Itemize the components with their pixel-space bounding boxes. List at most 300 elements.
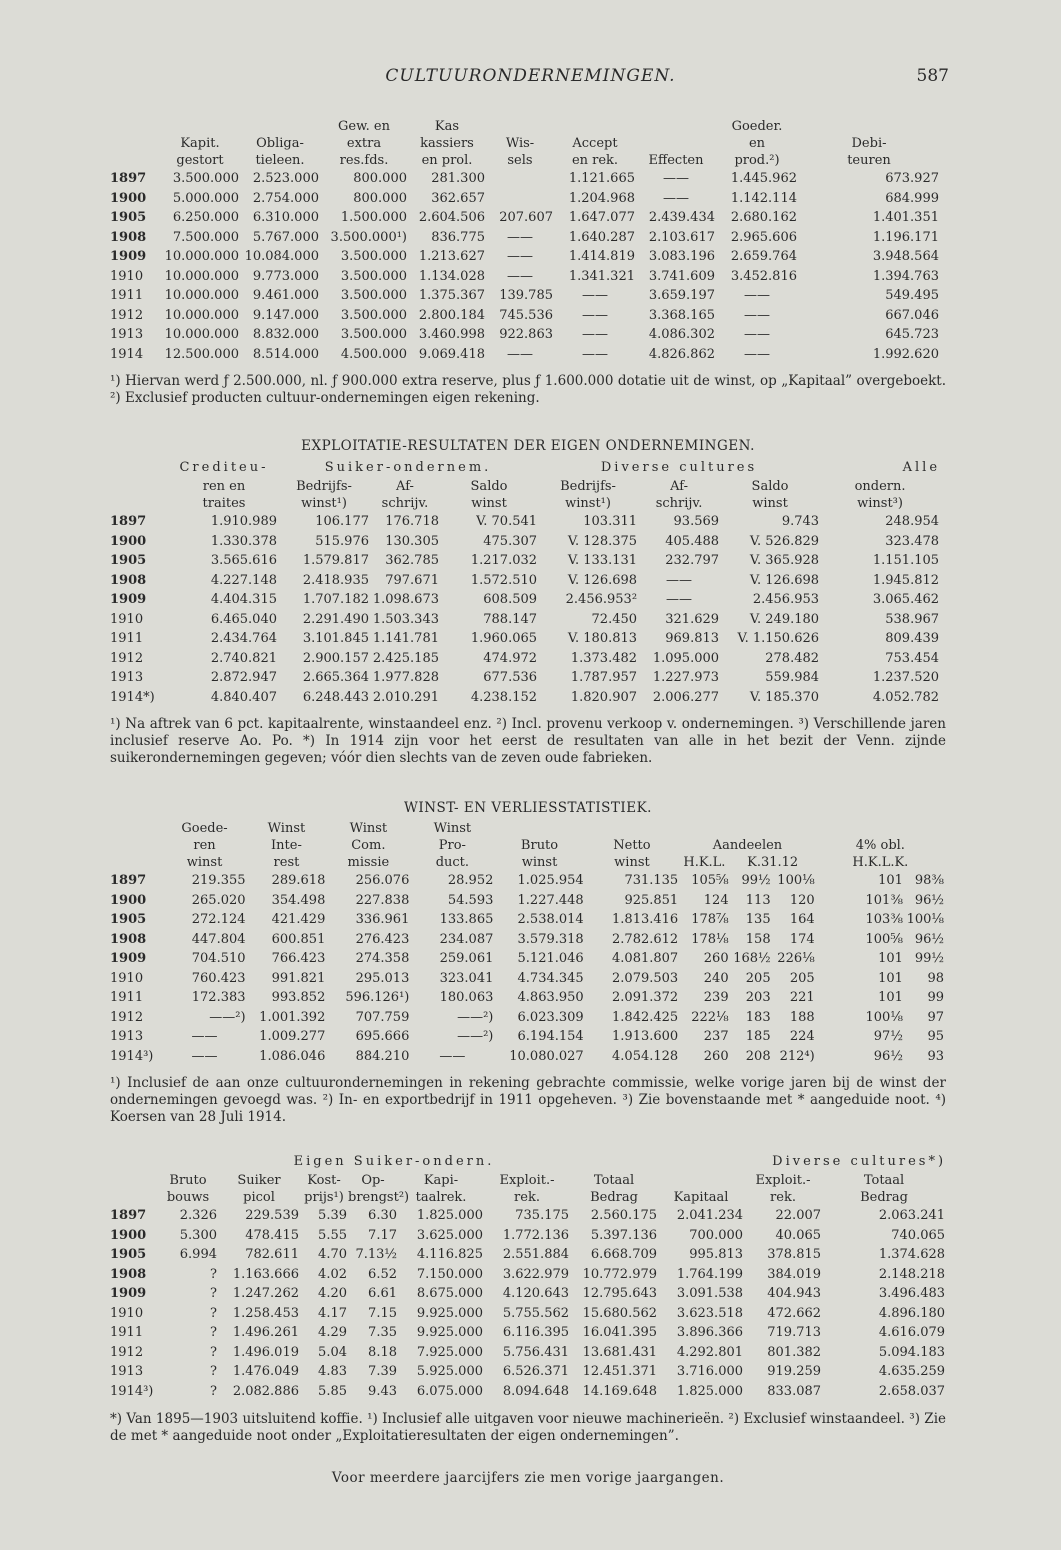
value-cell: 2.872.947	[210, 670, 277, 685]
value-cell: 4.826.862	[648, 346, 715, 362]
value-cell: 1.445.962	[730, 171, 797, 186]
value-cell: 1.098.673	[372, 592, 439, 607]
value-cell: 100⅛	[906, 912, 944, 927]
year-cell: 1911	[110, 1325, 144, 1340]
column-header	[110, 152, 160, 169]
table-row	[110, 1008, 945, 1028]
value-cell: 354.498	[271, 892, 326, 908]
column-header	[636, 135, 716, 152]
value-cell: 735.175	[515, 1208, 570, 1223]
value-cell: 384.019	[767, 1266, 822, 1282]
value-cell: 1.500.000	[340, 210, 407, 225]
value-cell: 6.52	[368, 1266, 397, 1282]
year-cell: 1910	[110, 970, 144, 986]
table-row	[110, 1382, 946, 1402]
value-cell: 4.17	[318, 1305, 347, 1321]
column-header	[240, 118, 320, 135]
value-cell: 14.169.648	[582, 1383, 658, 1399]
column-header: extra	[346, 136, 382, 151]
value-cell: 1.647.077	[568, 210, 635, 225]
value-cell: 133.865	[439, 912, 494, 927]
value-cell: 8.675.000	[416, 1286, 483, 1301]
value-cell: 3.948.564	[872, 249, 939, 264]
value-cell: 478.415	[245, 1227, 299, 1243]
value-cell: 404.943	[767, 1286, 822, 1301]
value-cell: 3.500.000	[340, 268, 407, 284]
column-header: Winst	[267, 821, 306, 836]
value-cell: 1.394.763	[872, 268, 939, 284]
value-cell: 124	[703, 892, 729, 908]
value-cell: 3.500.000	[340, 327, 407, 342]
value-cell: 800.000	[353, 171, 407, 186]
column-header: Accept	[572, 136, 618, 151]
value-cell: 1.945.812	[872, 572, 940, 588]
year-cell: 1900	[110, 533, 147, 549]
value-cell: 5.300	[179, 1227, 217, 1243]
value-cell: 4.238.152	[470, 689, 538, 705]
value-cell: 5.000.000	[172, 190, 239, 206]
value-cell: 9.925.000	[416, 1305, 483, 1321]
year-cell: 1911	[110, 631, 144, 646]
value-cell: 405.488	[665, 533, 720, 549]
value-cell: 1.414.819	[568, 249, 635, 264]
value-cell: 2.900.157	[302, 650, 369, 666]
value-cell: 272.124	[191, 912, 246, 927]
column-header	[494, 820, 584, 837]
column-header: rest	[273, 855, 300, 870]
value-cell: ——²)	[457, 1029, 494, 1044]
value-cell: 219.355	[191, 873, 246, 888]
value-cell: 753.454	[885, 650, 940, 666]
group-header-cell	[110, 1152, 218, 1172]
column-header: Saldo	[751, 479, 789, 494]
value-cell: 295.013	[355, 970, 410, 986]
profit-loss-caption: WINST- EN VERLIESSTATISTIEK.	[404, 800, 652, 816]
group-header-cell	[110, 458, 170, 478]
value-cell: 1.001.392	[259, 1009, 326, 1025]
value-cell: 3.565.616	[210, 553, 277, 568]
value-cell: ——	[582, 327, 608, 342]
value-cell: 3.500.000	[340, 307, 407, 323]
value-cell: 172.383	[191, 990, 246, 1005]
value-cell: 1.476.049	[232, 1364, 299, 1379]
table-row	[110, 949, 945, 969]
value-cell: 289.618	[271, 873, 326, 888]
year-cell: 1909	[110, 1286, 147, 1301]
value-cell: ——	[663, 171, 689, 186]
value-cell: 212⁴)	[779, 1048, 815, 1064]
value-cell: 6.994	[179, 1247, 217, 1262]
value-cell: 256.076	[355, 873, 410, 888]
year-cell: 1908	[110, 572, 147, 588]
value-cell: 3.101.845	[302, 631, 369, 646]
value-cell: 7.925.000	[416, 1344, 483, 1360]
value-cell: 2.063.241	[878, 1208, 946, 1223]
footnote-exploitation: ¹) Na aftrek van 6 pct. kapitaalrente, winstaandeel enz. ²) Incl. provenu verkoop v. ondernemingen. ³) Verschillende jaren inclusief reserve Ao. Po. *) In 1914 zijn voor het eerst de resultaten van alle in het bezit der Venn. zijnde suikerondernemingen gegeven; vóór dien slechts van de zeven oude fabrieken.	[110, 716, 946, 766]
value-cell: 5.755.562	[502, 1305, 570, 1321]
column-header: en rek.	[571, 153, 619, 168]
column-header: Com.	[351, 838, 386, 853]
value-cell: ——	[507, 268, 533, 284]
value-cell: 240	[703, 970, 729, 986]
value-cell: ——²)	[209, 1009, 246, 1025]
value-cell: 700.000	[689, 1227, 744, 1243]
value-cell: 5.397.136	[590, 1227, 658, 1243]
value-cell: 1.764.199	[676, 1266, 744, 1282]
value-cell: 1.227.973	[652, 670, 720, 685]
column-header: schrijv.	[381, 496, 429, 511]
year-cell: 1909	[110, 249, 147, 264]
value-cell: 180.063	[439, 990, 494, 1005]
value-cell: 1.401.351	[872, 210, 939, 225]
value-cell: 3.716.000	[676, 1364, 744, 1379]
footer-line: Voor meerdere jaarcijfers zie men vorige jaargangen.	[331, 1470, 725, 1486]
year-cell: 1910	[110, 1305, 144, 1321]
running-title: CULTUURONDERNEMINGEN.	[385, 66, 676, 86]
value-cell: 677.536	[483, 670, 538, 685]
table-row	[110, 247, 940, 267]
value-cell: 925.851	[624, 892, 679, 908]
table-row	[110, 688, 940, 708]
value-cell: 8.514.000	[252, 346, 319, 362]
value-cell: 164	[789, 912, 815, 927]
value-cell: 3.368.165	[648, 307, 715, 323]
value-cell: 4.635.259	[878, 1364, 946, 1379]
year-cell: 1912	[110, 1009, 144, 1025]
value-cell: 260	[703, 951, 729, 966]
column-header	[110, 135, 160, 152]
value-cell: 54.593	[447, 892, 494, 908]
value-cell: 183	[745, 1009, 771, 1025]
value-cell: 667.046	[885, 307, 939, 323]
table-row	[110, 1206, 946, 1226]
column-header: en prol.	[421, 153, 473, 168]
value-cell: 10.000.000	[164, 307, 239, 323]
value-cell: 362.657	[431, 190, 485, 206]
group-header-row	[110, 458, 940, 478]
value-cell: 1.134.028	[418, 268, 485, 284]
value-cell: 1.707.182	[302, 592, 369, 607]
column-header: Af-	[670, 479, 688, 494]
column-header: winst¹)	[301, 496, 347, 511]
value-cell: ——	[666, 572, 693, 588]
value-cell: 276.423	[355, 931, 410, 947]
exploitation-caption: EXPLOITATIE-RESULTATEN DER EIGEN ONDERNEMINGEN.	[301, 438, 755, 454]
value-cell: 7.15	[368, 1305, 397, 1321]
value-cell: 684.999	[885, 190, 939, 206]
year-cell: 1914³)	[110, 1048, 154, 1064]
value-cell: 9.773.000	[252, 268, 319, 284]
value-cell: V. 126.698	[567, 572, 638, 588]
value-cell: 5.121.046	[517, 951, 584, 966]
value-cell: 9.147.000	[252, 307, 319, 323]
value-cell: V. 70.541	[476, 514, 538, 529]
column-header	[110, 854, 163, 871]
table-row	[110, 1323, 946, 1343]
value-cell: 205	[745, 970, 771, 986]
column-header: Kapit.	[180, 136, 220, 151]
table-row	[110, 1047, 945, 1067]
value-cell: 4.116.825	[416, 1247, 483, 1262]
table-row	[110, 1226, 946, 1246]
value-cell: 176.718	[385, 514, 439, 529]
header-row	[110, 837, 945, 854]
column-header: Exploit.-	[755, 1173, 811, 1188]
value-cell: 99½	[741, 873, 771, 888]
value-cell: 278.482	[765, 650, 820, 666]
table-row	[110, 910, 945, 930]
column-header	[110, 837, 163, 854]
table-row	[110, 610, 940, 630]
value-cell: 704.510	[191, 951, 246, 966]
value-cell: 265.020	[191, 892, 246, 908]
value-cell: 281.300	[431, 171, 485, 186]
value-cell: 1.217.032	[470, 553, 538, 568]
year-cell: 1900	[110, 190, 147, 206]
value-cell: 991.821	[271, 970, 326, 986]
value-cell: ——	[744, 307, 770, 323]
column-header	[904, 820, 945, 837]
value-cell: 72.450	[591, 611, 638, 627]
value-cell: 40.065	[775, 1227, 822, 1243]
value-cell: 1.025.954	[517, 873, 584, 888]
value-cell: 12.500.000	[164, 346, 239, 362]
value-cell: 2.041.234	[676, 1208, 744, 1223]
column-header: Af-	[396, 479, 414, 494]
value-cell: 185	[745, 1029, 771, 1044]
value-cell: 4.404.315	[210, 592, 277, 607]
value-cell: V. 526.829	[749, 533, 820, 549]
value-cell: 919.259	[767, 1364, 822, 1379]
column-header	[110, 820, 163, 837]
year-cell: 1908	[110, 1266, 147, 1282]
value-cell: 3.500.000	[340, 288, 407, 303]
column-header: duct.	[435, 855, 470, 870]
table-row	[110, 306, 940, 326]
table-row	[110, 668, 940, 688]
value-cell: 2.326	[179, 1208, 217, 1223]
value-cell: 5.925.000	[416, 1364, 483, 1379]
value-cell: 4.896.180	[878, 1305, 946, 1321]
year-cell: 1909	[110, 592, 147, 607]
value-cell: 101	[878, 970, 903, 986]
table-row	[110, 512, 940, 532]
group-header-cell: Suiker-ondernem.	[324, 460, 492, 475]
column-header: Exploit.-	[499, 1173, 555, 1188]
value-cell: 2.560.175	[590, 1208, 658, 1223]
value-cell: 6.526.371	[502, 1364, 570, 1379]
value-cell: V. 180.813	[567, 631, 638, 646]
value-cell: 10.000.000	[164, 327, 239, 342]
value-cell: 321.629	[665, 611, 720, 627]
value-cell: 475.307	[483, 533, 538, 549]
year-cell: 1900	[110, 1227, 147, 1243]
column-header	[798, 118, 940, 135]
value-cell: 237	[703, 1029, 729, 1044]
value-cell: 3.625.000	[416, 1227, 483, 1243]
value-cell: 4.70	[318, 1247, 347, 1262]
value-cell: V. 249.180	[749, 611, 820, 627]
value-cell: 884.210	[355, 1048, 410, 1064]
column-header	[110, 1189, 158, 1206]
value-cell: 4.120.643	[502, 1286, 570, 1301]
value-cell: 9.925.000	[416, 1325, 483, 1340]
value-cell: 2.965.606	[730, 229, 797, 245]
value-cell: ——	[663, 190, 689, 206]
table-row	[110, 345, 940, 365]
year-cell: 1911	[110, 288, 144, 303]
value-cell: 4.054.128	[612, 1048, 679, 1064]
value-cell: 9.461.000	[252, 288, 319, 303]
value-cell: 800.000	[353, 190, 407, 206]
column-header: Bedrijfs-	[296, 479, 352, 494]
column-header: Bruto	[169, 1173, 207, 1188]
value-cell: 8.832.000	[252, 327, 319, 342]
value-cell: 323.478	[885, 533, 940, 549]
column-header: Inte-	[271, 838, 302, 853]
column-header: 4% obl.	[855, 838, 905, 853]
year-cell: 1912	[110, 1344, 144, 1360]
value-cell: 695.666	[355, 1029, 410, 1044]
column-header: winst³)	[857, 496, 903, 511]
year-cell: 1912	[110, 307, 144, 323]
value-cell: ?	[210, 1364, 217, 1379]
table-row	[110, 871, 945, 891]
value-cell: ——	[582, 346, 608, 362]
value-cell: 4.734.345	[517, 970, 584, 986]
table-row	[110, 969, 945, 989]
value-cell: 158	[745, 931, 771, 947]
value-cell: 2.551.884	[502, 1247, 570, 1262]
value-cell: 22.007	[775, 1208, 822, 1223]
value-cell: 207.607	[499, 210, 553, 225]
table-row	[110, 1284, 946, 1304]
value-cell: 421.429	[271, 912, 326, 927]
column-header	[110, 478, 170, 495]
value-cell: 833.087	[767, 1383, 822, 1399]
year-cell: 1914*)	[110, 689, 155, 705]
value-cell: 6.194.154	[517, 1029, 584, 1044]
value-cell: 12.795.643	[582, 1286, 658, 1301]
value-cell: 97	[927, 1009, 944, 1025]
year-cell: 1905	[110, 912, 147, 927]
value-cell: 1.374.628	[878, 1247, 946, 1262]
value-cell: 178⅛	[691, 931, 729, 947]
exploitation-table	[110, 458, 940, 707]
year-cell: 1913	[110, 1029, 144, 1044]
value-cell: ——	[439, 1048, 466, 1064]
value-cell: 760.423	[191, 970, 246, 986]
column-header: winst	[614, 855, 650, 870]
value-cell: 1.095.000	[652, 650, 720, 666]
value-cell: 1.247.262	[232, 1286, 299, 1301]
profit-loss-table	[110, 820, 945, 1066]
value-cell: 106.177	[315, 514, 369, 529]
value-cell: 98	[927, 970, 944, 986]
value-cell: 549.495	[885, 288, 939, 303]
column-header: traites	[202, 496, 246, 511]
column-header: Bedrag	[590, 1190, 638, 1205]
value-cell: 2.103.617	[648, 229, 715, 245]
value-cell: 7.500.000	[172, 229, 239, 245]
year-cell: 1913	[110, 1364, 144, 1379]
column-header	[679, 820, 729, 837]
value-cell: 5.04	[318, 1344, 347, 1360]
column-header: Bruto	[520, 838, 559, 853]
value-cell: 8.18	[368, 1344, 397, 1360]
value-cell: 3.623.518	[676, 1305, 744, 1321]
value-cell: 1.163.666	[232, 1266, 299, 1282]
year-cell: 1913	[110, 670, 144, 685]
year-cell: 1910	[110, 611, 144, 627]
header-row	[110, 820, 945, 837]
value-cell: 447.804	[191, 931, 246, 947]
value-cell: 260	[703, 1048, 729, 1064]
group-header-cell: Diverse cultures*)	[772, 1154, 947, 1169]
value-cell: ?	[210, 1286, 217, 1301]
value-cell: 4.227.148	[210, 572, 277, 588]
value-cell: ——	[507, 229, 533, 245]
value-cell: 1.825.000	[416, 1208, 483, 1223]
value-cell: 719.713	[767, 1325, 822, 1340]
header-row	[110, 854, 945, 871]
group-header-cell: Eigen Suiker-ondern.	[293, 1154, 495, 1169]
value-cell: 3.659.197	[648, 288, 715, 303]
header-row	[110, 495, 940, 512]
value-cell: 2.418.935	[302, 572, 369, 588]
value-cell: 101⅜	[865, 892, 903, 908]
header-row	[110, 152, 940, 169]
value-cell: 2.523.000	[252, 171, 319, 186]
value-cell: 105⅝	[691, 873, 729, 888]
column-header: Bedrijfs-	[560, 479, 616, 494]
year-cell: 1909	[110, 951, 147, 966]
value-cell: 9.43	[368, 1383, 397, 1399]
column-header	[585, 820, 680, 837]
value-cell: ——	[744, 346, 770, 362]
column-header: taalrek.	[415, 1190, 467, 1205]
value-cell: 2.456.953²	[565, 592, 638, 607]
value-cell: 993.852	[271, 990, 326, 1005]
value-cell: 3.496.483	[878, 1286, 946, 1301]
value-cell: 1.258.453	[232, 1305, 299, 1321]
value-cell: V. 365.928	[749, 553, 820, 568]
value-cell: 1.151.105	[872, 553, 940, 568]
value-cell: V. 1.150.626	[737, 631, 820, 646]
column-header: Kapi-	[423, 1173, 459, 1188]
column-header: teuren	[847, 153, 891, 168]
value-cell: ?	[210, 1325, 217, 1340]
value-cell: 2.754.000	[252, 190, 319, 206]
value-cell: 1.330.378	[210, 533, 277, 549]
value-cell: 7.39	[368, 1364, 397, 1379]
column-header: winst	[471, 496, 507, 511]
column-header: Debi-	[851, 136, 887, 151]
value-cell: ——	[582, 288, 608, 303]
value-cell: 6.116.395	[502, 1325, 570, 1340]
group-header-cell: Alle	[902, 460, 941, 475]
value-cell: 2.148.218	[878, 1266, 946, 1282]
table-row	[110, 891, 945, 911]
value-cell: 10.084.000	[244, 249, 319, 264]
column-header: schrijv.	[655, 496, 703, 511]
value-cell: ——	[507, 346, 533, 362]
value-cell: 4.83	[318, 1364, 347, 1379]
value-cell: 809.439	[885, 631, 940, 646]
value-cell: 6.30	[368, 1208, 397, 1223]
value-cell	[486, 169, 554, 189]
value-cell: 1.813.416	[612, 912, 679, 927]
